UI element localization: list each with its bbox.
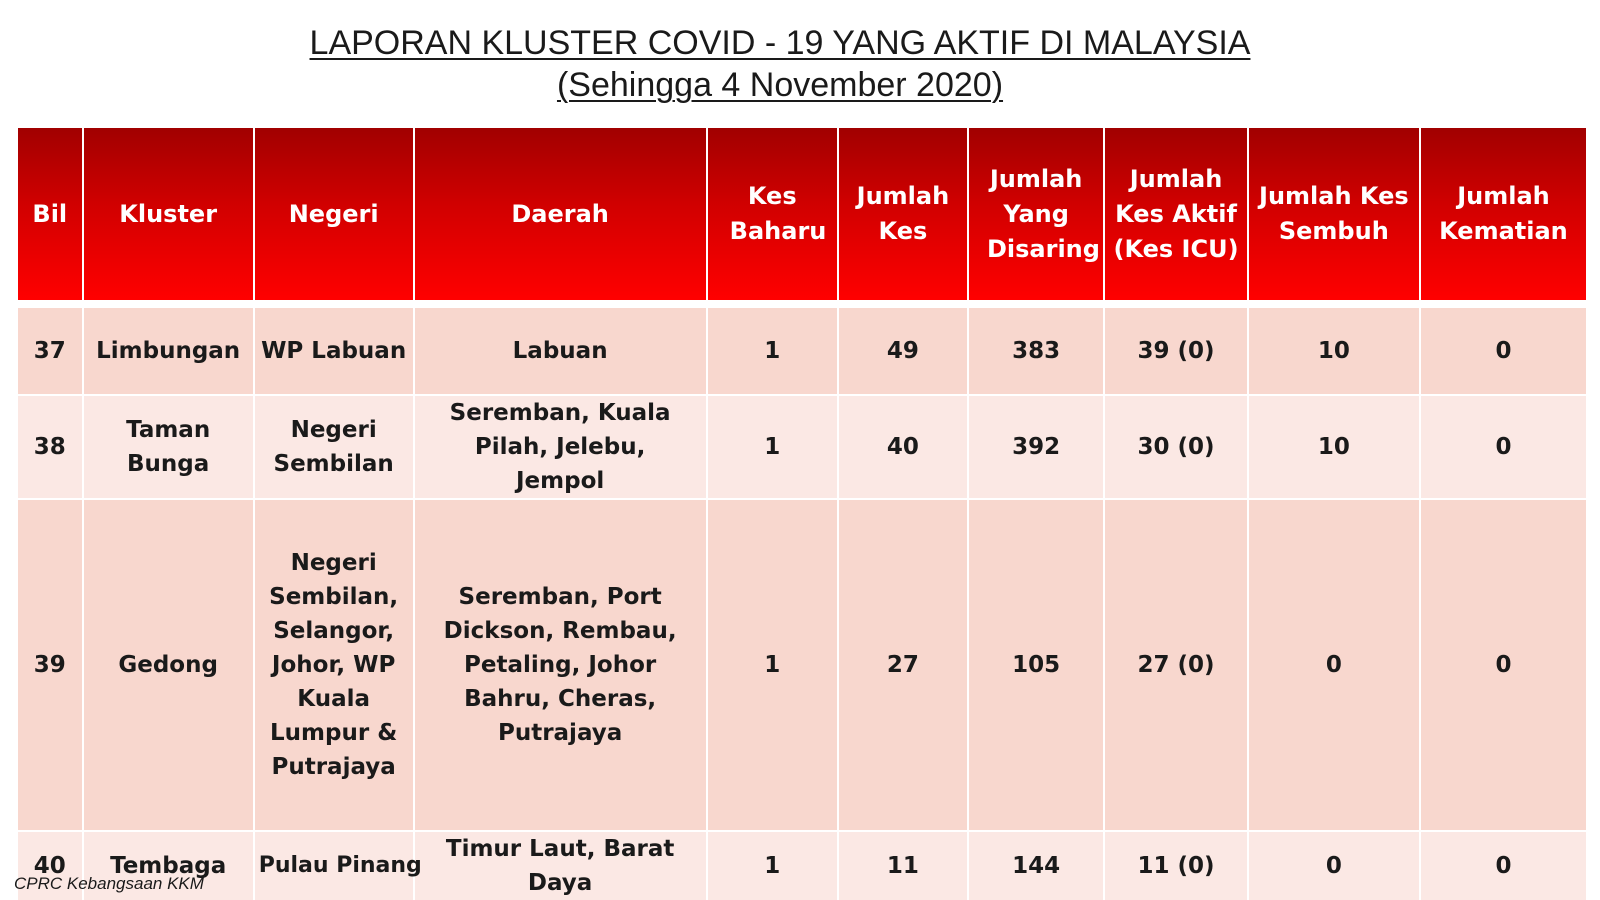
cell-kluster: Tembaga xyxy=(83,831,254,900)
cell-bil: 37 xyxy=(17,307,83,395)
table-row xyxy=(17,307,1587,395)
table-row xyxy=(17,499,1587,831)
cell-daerah: Seremban, Kuala Pilah, Jelebu, Jempol xyxy=(414,395,707,499)
cell-kluster: Taman Bunga xyxy=(83,395,254,499)
header-kes-baharu: Kes Baharu xyxy=(707,127,838,301)
header-jumlah-kematian: Jumlah Kematian xyxy=(1420,127,1587,301)
cell-jumlah-kematian: 0 xyxy=(1420,499,1587,831)
cell-bil: 38 xyxy=(17,395,83,499)
cell-jumlah-kes-sembuh: 10 xyxy=(1248,395,1420,499)
source-footer: CPRC Kebangsaan KKM xyxy=(14,874,204,893)
cell-jumlah-kematian: 0 xyxy=(1420,307,1587,395)
cell-jumlah-disaring: 392 xyxy=(968,395,1104,499)
cell-jumlah-kes: 27 xyxy=(838,499,968,831)
header-row xyxy=(17,127,1587,301)
cell-kes-baharu: 1 xyxy=(707,307,838,395)
cell-jumlah-kes-sembuh: 0 xyxy=(1248,831,1420,900)
cell-daerah: Seremban, Port Dickson, Rembau, Petaling, Johor Bahru, Cheras, Putrajaya xyxy=(414,499,707,831)
cell-jumlah-disaring: 383 xyxy=(968,307,1104,395)
cell-jumlah-kes: 11 xyxy=(838,831,968,900)
cell-jumlah-kes-aktif: 27 (0) xyxy=(1104,499,1247,831)
cell-daerah: Timur Laut, Barat Daya xyxy=(414,831,707,900)
header-negeri: Negeri xyxy=(254,127,414,301)
cell-jumlah-kes-aktif: 30 (0) xyxy=(1104,395,1247,499)
header-bil: Bil xyxy=(17,127,83,301)
header-jumlah-kes-aktif: Jumlah Kes Aktif (Kes ICU) xyxy=(1104,127,1247,301)
cell-jumlah-kes: 40 xyxy=(838,395,968,499)
cell-negeri: Negeri Sembilan xyxy=(254,395,414,499)
cell-negeri: Pulau Pinang xyxy=(254,831,414,900)
cell-kluster: Gedong xyxy=(83,499,254,831)
header-daerah: Daerah xyxy=(414,127,707,301)
cell-jumlah-kes-aktif: 39 (0) xyxy=(1104,307,1247,395)
cell-daerah: Labuan xyxy=(414,307,707,395)
cell-kes-baharu: 1 xyxy=(707,831,838,900)
cell-negeri: Negeri Sembilan, Selangor, Johor, WP Kuala Lumpur & Putrajaya xyxy=(254,499,414,831)
cell-kes-baharu: 1 xyxy=(707,395,838,499)
cluster-table xyxy=(16,126,1588,900)
table-row xyxy=(17,395,1587,499)
cell-jumlah-disaring: 144 xyxy=(968,831,1104,900)
cell-bil: 40 xyxy=(17,831,83,900)
cell-jumlah-disaring: 105 xyxy=(968,499,1104,831)
header-jumlah-kes-sembuh: Jumlah Kes Sembuh xyxy=(1248,127,1420,301)
cell-jumlah-kematian: 0 xyxy=(1420,395,1587,499)
cell-jumlah-kes-aktif: 11 (0) xyxy=(1104,831,1247,900)
cell-kluster: Limbungan xyxy=(83,307,254,395)
cell-jumlah-kes: 49 xyxy=(838,307,968,395)
title-line-2: (Sehingga 4 November 2020) xyxy=(556,66,1004,104)
report-title xyxy=(0,22,1560,106)
cell-jumlah-kematian: 0 xyxy=(1420,831,1587,900)
header-jumlah-disaring: Jumlah Yang Disaring xyxy=(968,127,1104,301)
cell-jumlah-kes-sembuh: 10 xyxy=(1248,307,1420,395)
cell-negeri: WP Labuan xyxy=(254,307,414,395)
header-kluster: Kluster xyxy=(83,127,254,301)
table-row xyxy=(17,831,1587,900)
cell-kes-baharu: 1 xyxy=(707,499,838,831)
cell-jumlah-kes-sembuh: 0 xyxy=(1248,499,1420,831)
title-line-1: LAPORAN KLUSTER COVID - 19 YANG AKTIF DI MALAYSIA xyxy=(309,24,1251,62)
cell-bil: 39 xyxy=(17,499,83,831)
header-jumlah-kes: Jumlah Kes xyxy=(838,127,968,301)
